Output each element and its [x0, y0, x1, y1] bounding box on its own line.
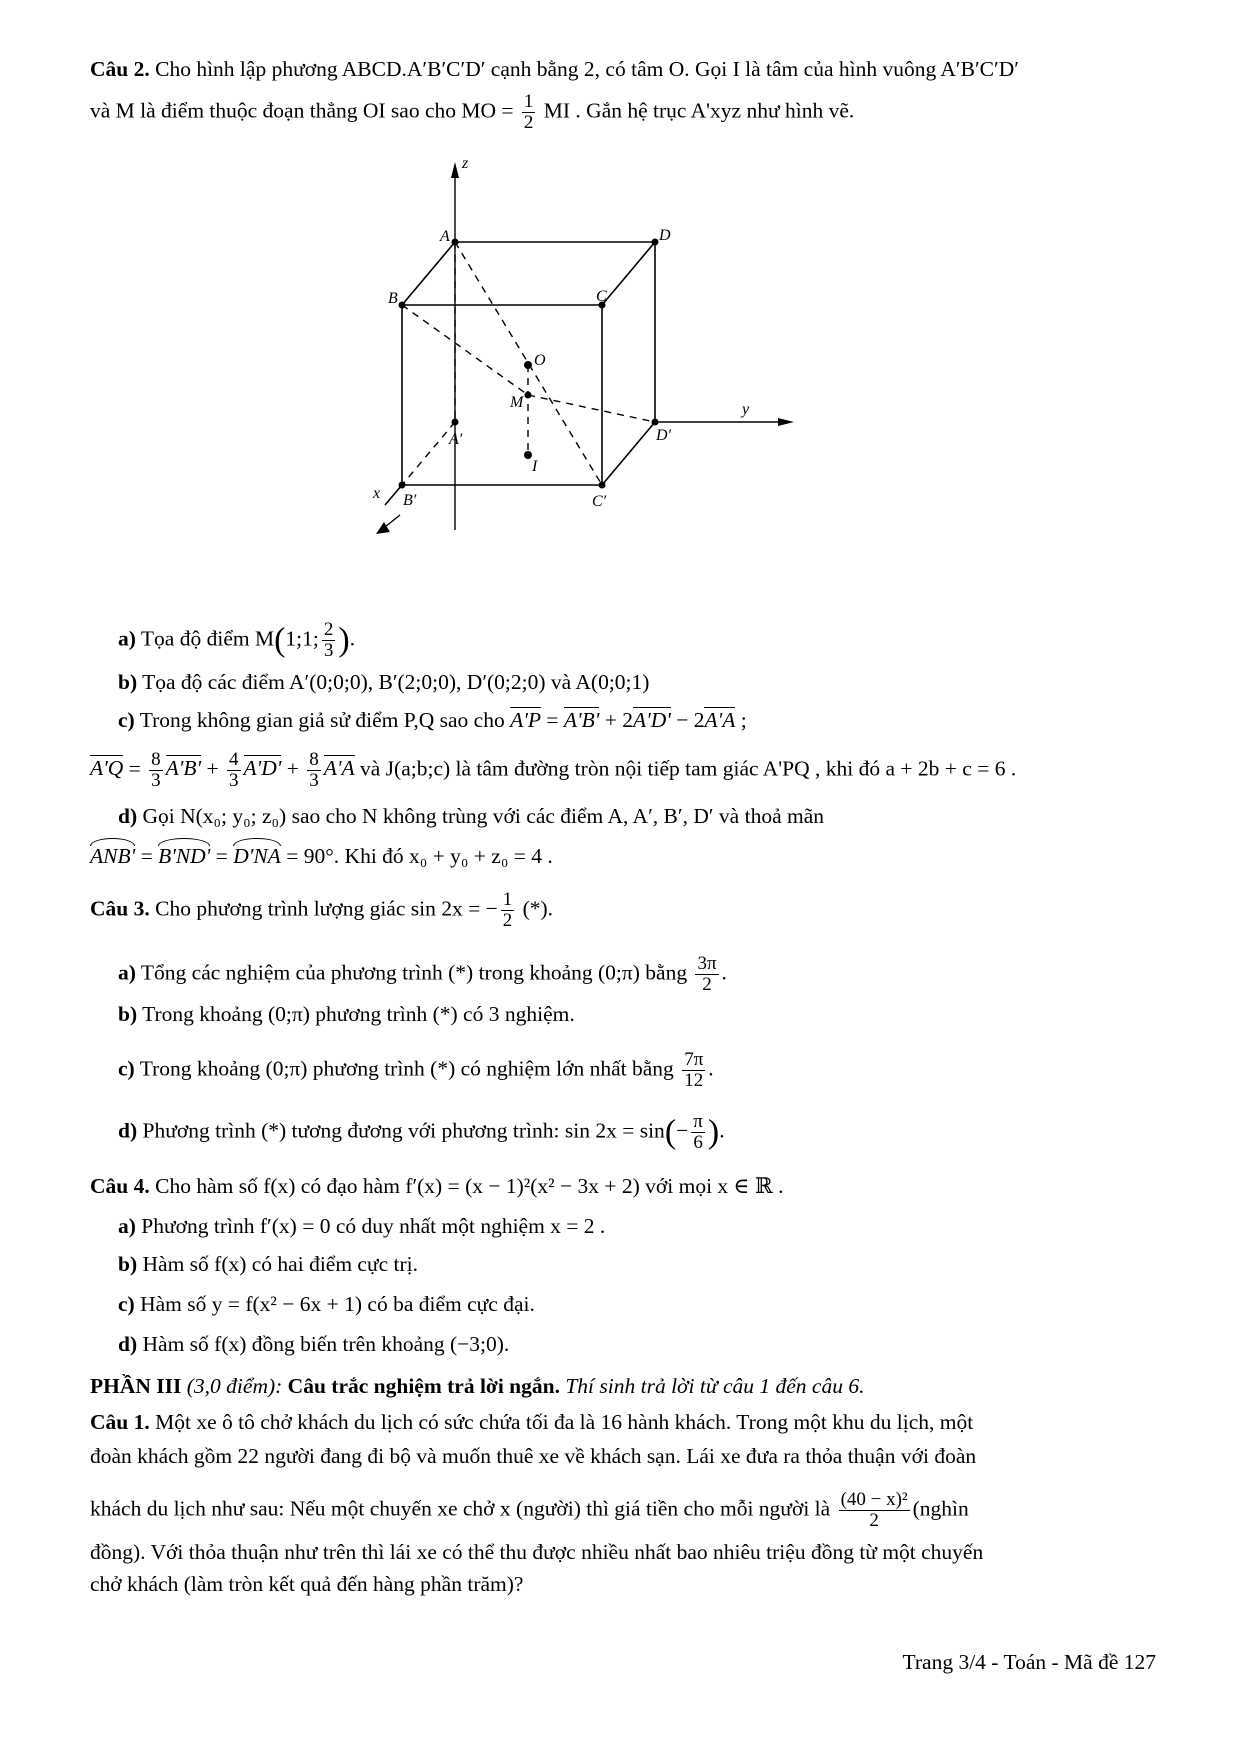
line-MD1 [528, 395, 655, 422]
label-M: M [510, 394, 524, 411]
point-A1 [452, 419, 458, 425]
label-D1: D′ [656, 427, 672, 444]
point-B1 [399, 482, 405, 488]
point-O [525, 362, 532, 369]
point-C1 [599, 482, 605, 488]
label-x: x [373, 485, 381, 502]
q1-line5: chở khách (làm tròn kết quả đến hàng phần trăm)? [90, 1572, 524, 1596]
q1-line3: khách du lịch như sau: Nếu một chuyến xe chở x (người) thì giá tiền cho mỗi người là $\frac{\text{(40 − x)²}}{2}$ (nghìn [90, 1489, 969, 1531]
q1-line4: đồng). Với thỏa thuận như trên thì lái xe có thể thu được nhiều nhất bao nhiêu triệu đồng từ một chuyến [90, 1540, 984, 1564]
label-A1: A′ [449, 431, 463, 448]
q3-intro: Câu 3. Cho phương trình lượng giác sin 2x = − $\frac{1}{2}$ (*). [90, 889, 554, 931]
y-arrow [778, 418, 794, 426]
page-footer: Trang 3/4 - Toán - Mã đề 127 [902, 1650, 1156, 1674]
q2-intro2a: và M là điểm thuộc đoạn thẳng OI sao cho MO = [90, 98, 514, 123]
q2-item-d-line2: ANB' = B'ND' = D'NA = 90°. Khi đó x₀ + y₀ + z₀ = 4 . [90, 844, 553, 868]
label-D: D [659, 227, 671, 244]
label-y: y [742, 401, 750, 418]
label-O: O [534, 352, 546, 369]
q2-intro2b: MI . Gắn hệ trục A'xyz như hình vẽ. [543, 98, 855, 123]
label-z: z [462, 155, 469, 172]
q4-item-b: b) Hàm số f(x) có hai điểm cực trị. [118, 1252, 419, 1276]
q3-item-d: d) Phương trình (*) tương đương với phương trình: sin 2x = sin(− $\frac{\pi}{6}$ ). [118, 1111, 725, 1153]
edge-x-ext [385, 485, 402, 505]
q1-line1: Câu 1. Một xe ô tô chở khách du lịch có sức chứa tối đa là 16 hành khách. Trong một khu du lịch, một [90, 1410, 974, 1434]
q2-intro-line1 [90, 55, 1161, 83]
q2-item-c-line2: A'Q = $\frac{8}{3}$ A'B' + $\frac{4}{3}$ A'D' + $\frac{8}{3}$ A'A và J(a;b;c) là tâm đường tròn nội tiếp tam giác A'PQ , khi đó a + 2b + c = 6 . [90, 749, 1017, 791]
q3-item-b: b) Trong khoảng (0;π) phương trình (*) có 3 nghiệm. [118, 1002, 575, 1026]
q2-intro1: Cho hình lập phương ABCD.A′B′C′D′ cạnh bằng 2, có tâm O. Gọi I là tâm của hình vuông A′B′C′D′ [155, 57, 1019, 81]
q3-item-c: c) Trong khoảng (0;π) phương trình (*) có nghiệm lớn nhất bằng $\frac{7\pi}{12}$ . [118, 1049, 714, 1091]
cube-figure [373, 155, 800, 535]
label-B: B [388, 290, 398, 307]
q2-label: Câu 2. [90, 57, 150, 81]
z-arrow [451, 162, 459, 178]
q4-item-c: c) Hàm số y = f(x² − 6x + 1) có ba điểm cực đại. [118, 1292, 535, 1316]
x-axis [385, 515, 400, 527]
q3-item-a: a) Tổng các nghiệm của phương trình (*) trong khoảng (0;π) bằng $\frac{3\pi}{2}$ . [118, 953, 727, 995]
point-D1 [652, 419, 658, 425]
edge-DC [602, 242, 655, 305]
edge-A1B1 [402, 422, 455, 485]
part3-header: PHẦN III (3,0 điểm): Câu trắc nghiệm trả lời ngắn. Thí sinh trả lời từ câu 1 đến câu 6. [90, 1374, 865, 1398]
q2-item-a: a) Tọa độ điểm M(1;1; $\frac{2}{3}$ ). [118, 619, 356, 661]
label-A: A [440, 228, 450, 245]
edge-AB [402, 242, 455, 305]
q2-fraction: $\frac{1}{2}$ [523, 91, 534, 133]
point-M [525, 392, 531, 398]
q4-intro: Câu 4. Cho hàm số f(x) có đạo hàm f′(x) = (x − 1)²(x² − 3x + 2) với mọi x ∈ ℝ . [90, 1174, 784, 1198]
point-I [525, 452, 532, 459]
q4-item-a: a) Phương trình f′(x) = 0 có duy nhất một nghiệm x = 2 . [118, 1214, 606, 1238]
label-C: C [596, 288, 607, 305]
label-I: I [532, 458, 538, 475]
q2-item-d-line1: d) Gọi N(x₀; y₀; z₀) sao cho N không trùng với các điểm A, A′, B′, D′ và thoả mãn [118, 804, 825, 828]
q2-item-c-line1: c) Trong không gian giả sử điểm P,Q sao cho A'P = A'B' + 2A'D' − 2A'A ; [118, 708, 747, 732]
edge-C1D1 [602, 422, 655, 485]
q2-intro-line2 [90, 92, 1161, 133]
point-D [652, 239, 658, 245]
point-B [399, 302, 405, 308]
q1-line2: đoàn khách gồm 22 người đang đi bộ và muốn thuê xe về khách sạn. Lái xe đưa ra thỏa thuận với đoàn [90, 1444, 977, 1468]
label-C1: C′ [592, 493, 607, 510]
point-A [452, 239, 458, 245]
q4-item-d: d) Hàm số f(x) đồng biến trên khoảng (−3;0). [118, 1332, 510, 1356]
label-B1: B′ [403, 492, 417, 509]
q2-item-b: b) Tọa độ các điểm A′(0;0;0), B′(2;0;0), D′(0;2;0) và A(0;0;1) [118, 670, 650, 694]
line-BM [402, 305, 528, 395]
